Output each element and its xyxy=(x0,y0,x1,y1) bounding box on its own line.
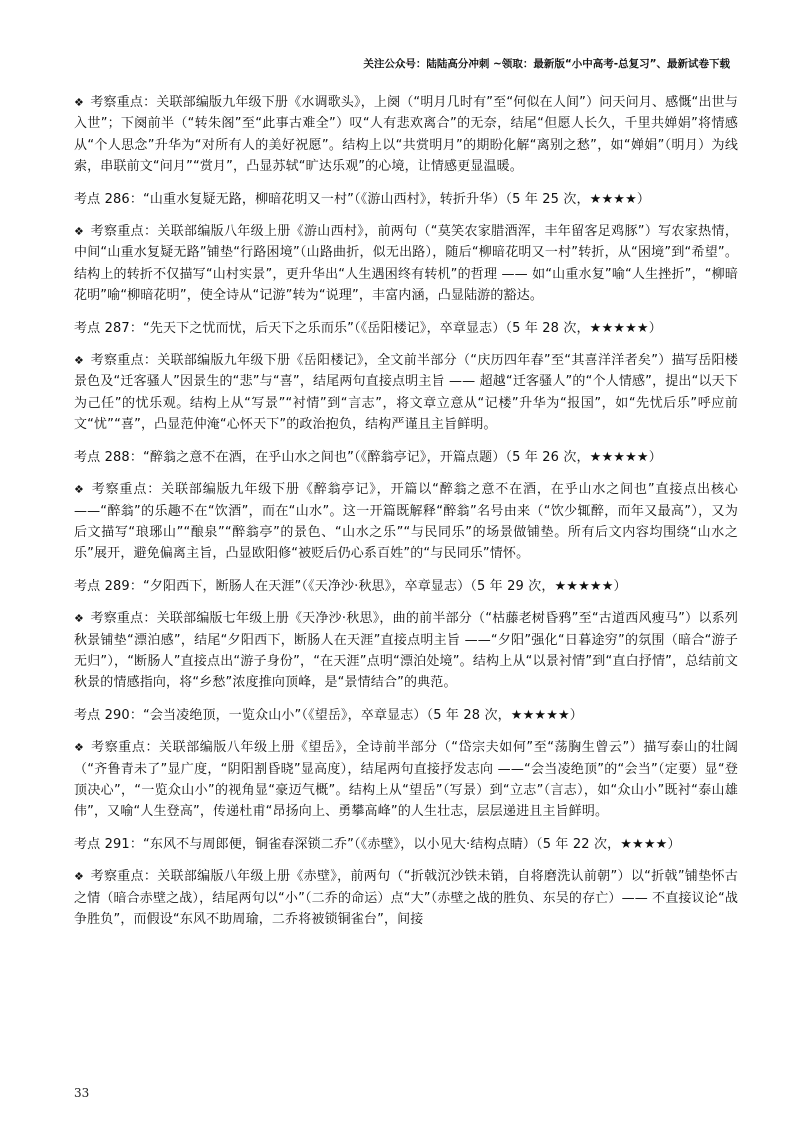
diamond-bullet-icon: ❖ xyxy=(74,741,85,755)
exam-point-heading: 考点 291：“东风不与周郎便，铜雀春深锁二乔”（《赤壁》，以小见大·结构点睛）（5 年 22 次，★★★★） xyxy=(74,836,681,852)
analysis-paragraph xyxy=(74,608,738,694)
diamond-bullet-icon: ❖ xyxy=(74,225,85,239)
diamond-bullet-icon: ❖ xyxy=(74,354,85,368)
analysis-paragraph xyxy=(74,221,738,307)
document-body xyxy=(74,92,738,941)
page-number: 33 xyxy=(74,1086,90,1100)
analysis-text: 考察重点：关联部编版八年级上册《游山西村》，前两句（“莫笑农家腊酒浑，丰年留客足鸡豚”）写农家热情，中间“山重水复疑无路”铺垫“行路困境”（山路曲折，似无出路），随后“柳暗花明又一村”转折，从“困境”到“希望”。结构上的转折不仅描写“山村实景”，更升华出“人生遇困终有转机”的哲理 —— 如“山重水复”喻“人生挫折”，“柳暗花明”喻“柳暗花明”，使全诗从“记游”转为“说理”，丰富内涵，凸显陆游的豁达。 xyxy=(74,224,738,304)
diamond-bullet-icon: ❖ xyxy=(74,612,85,626)
exam-point-heading: 考点 288：“醉翁之意不在酒，在乎山水之间也”（《醉翁亭记》，开篇点题）（5 年 26 次，★★★★★） xyxy=(74,449,662,465)
exam-point-heading: 考点 287：“先天下之忧而忧，后天下之乐而乐”（《岳阳楼记》，卒章显志）（5 年 28 次，★★★★★） xyxy=(74,320,662,336)
analysis-paragraph xyxy=(74,350,738,436)
analysis-paragraph xyxy=(74,479,738,565)
analysis-text: 考察重点：关联部编版八年级上册《赤壁》，前两句（“折戟沉沙铁未销，自将磨洗认前朝”）以“折戟”铺垫怀古之情（暗合赤壁之战），结尾两句以“小”（二乔的命运）点“大”（赤壁之战的胜负、东吴的存亡）—— 不直接议论“战争胜负”，而假设“东风不助周瑜，二乔将被锁铜雀台”，间接 xyxy=(74,869,738,927)
analysis-paragraph xyxy=(74,866,738,930)
diamond-bullet-icon: ❖ xyxy=(74,96,85,109)
analysis-paragraph xyxy=(74,737,738,823)
exam-point-heading: 考点 290：“会当凌绝顶，一览众山小”（《望岳》，卒章显志）（5 年 28 次，★★★★★） xyxy=(74,707,583,723)
diamond-bullet-icon: ❖ xyxy=(74,870,85,884)
page-header: 关注公众号：陆陆高分冲刺 ~领取：最新版“小中高考-总复习”、最新试卷下载 xyxy=(363,58,730,70)
analysis-paragraph xyxy=(74,92,738,178)
diamond-bullet-icon: ❖ xyxy=(74,483,85,497)
analysis-text: 考察重点：关联部编版九年级下册《水调歌头》，上阕（“明月几时有”至“何似在人间”）问天问月、感慨“出世与入世”；下阕前半（“转朱阁”至“此事古难全”）叹“人有悲欢离合”的无奈，结尾“但愿人长久，千里共婵娟”将情感从“个人思念”升华为“对所有人的美好祝愿”。结构上以“共赏明月”的期盼化解“离别之愁”，如“婵娟”（明月）为线索，串联前文“问月”“赏月”，凸显苏轼“旷达乐观”的心境，让情感更显温暖。 xyxy=(74,95,738,175)
exam-point-heading: 考点 289：“夕阳西下，断肠人在天涯”（《天净沙·秋思》，卒章显志）（5 年 29 次，★★★★★） xyxy=(74,578,627,594)
analysis-text: 考察重点：关联部编版八年级上册《望岳》，全诗前半部分（“岱宗夫如何”至“荡胸生曾云”）描写泰山的壮阔（“齐鲁青未了”显广度，“阴阳割昏晓”显高度），结尾两句直接抒发志向 ——“会当凌绝顶”的“会当”（定要）显“登顶决心”，“一览众山小”的视角显“豪迈气概”。结构上从“望岳”（写景）到“立志”（言志），如“众山小”既衬“泰山雄伟”，又喻“人生登高”，传递杜甫“昂扬向上、勇攀高峰”的人生壮志，层层递进且主旨鲜明。 xyxy=(74,740,738,820)
analysis-text: 考察重点：关联部编版七年级上册《天净沙·秋思》，曲的前半部分（“枯藤老树昏鸦”至“古道西风瘦马”）以系列秋景铺垫“漂泊感”，结尾“夕阳西下，断肠人在天涯”直接点明主旨 ——“夕阳”强化“日暮途穷”的氛围（暗合“游子无归”），“断肠人”直接点出“游子身份”，“在天涯”点明“漂泊处境”。结构上从“以景衬情”到“直白抒情”，总结前文秋景的情感指向，将“乡愁”浓度推向顶峰，是“景情结合”的典范。 xyxy=(74,611,738,691)
analysis-text: 考察重点：关联部编版九年级下册《岳阳楼记》，全文前半部分（“庆历四年春”至“其喜洋洋者矣”）描写岳阳楼景色及“迁客骚人”因景生的“悲”与“喜”，结尾两句直接点明主旨 —— 超越“迁客骚人”的“个人情感”，提出“以天下为己任”的忧乐观。结构上从“写景”“衬情”到“言志”，将文章立意从“记楼”升华为“报国”，如“先忧后乐”呼应前文“忧”“喜”，凸显范仲淹“心怀天下”的政治抱负，结构严谨且主旨鲜明。 xyxy=(74,353,738,433)
analysis-text: 考察重点：关联部编版九年级下册《醉翁亭记》，开篇以“醉翁之意不在酒，在乎山水之间也”直接点出核心 ——“醉翁”的乐趣不在“饮酒”，而在“山水”。这一开篇既解释“醉翁”名号由来（“饮少辄醉，而年又最高”），又为后文描写“琅琊山”“酿泉”“醉翁亭”的景色、“山水之乐”“与民同乐”的场景做铺垫。所有后文内容均围绕“山水之乐”展开，避免偏离主旨，凸显欧阳修“被贬后仍心系百姓”的“与民同乐”情怀。 xyxy=(74,482,739,562)
exam-point-heading: 考点 286：“山重水复疑无路，柳暗花明又一村”（《游山西村》，转折升华）（5 年 25 次，★★★★） xyxy=(74,191,651,207)
